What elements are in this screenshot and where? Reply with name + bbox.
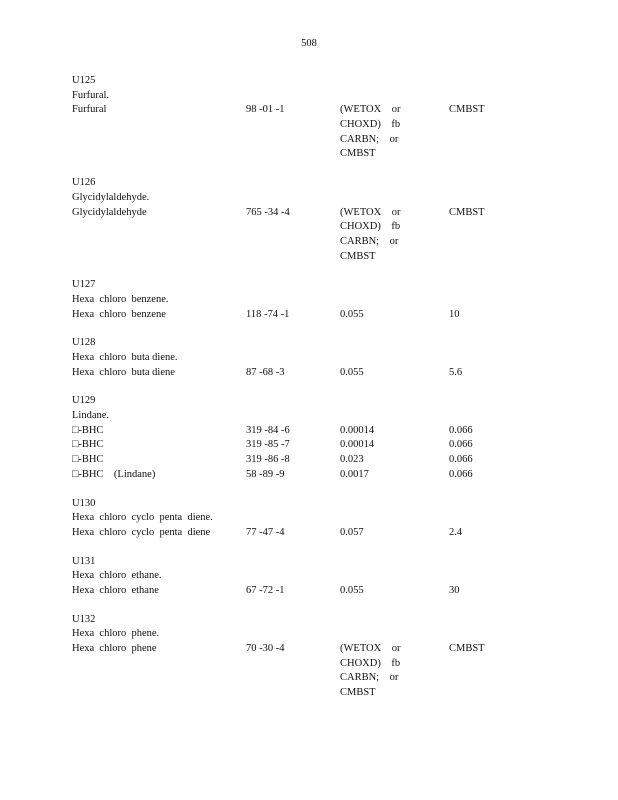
waste-code: U131 — [72, 555, 96, 567]
constituent-row-line — [0, 220, 618, 235]
constituent-row-line — [0, 584, 618, 599]
waste-code-line — [0, 278, 618, 293]
constituent-row-line — [0, 424, 618, 439]
constituent-row-line — [0, 453, 618, 468]
treatment-standard: CMBST — [449, 104, 485, 116]
wastewater-standard: CMBST — [340, 250, 376, 262]
cas-number: 765 -34 -4 — [246, 206, 290, 218]
constituent-name: □-BHC — [72, 439, 104, 451]
constituent-row-line — [0, 308, 618, 323]
waste-code: U126 — [72, 177, 96, 189]
treatment-standard: 0.066 — [449, 439, 473, 451]
chemical-heading: Lindane. — [72, 410, 110, 422]
wastewater-standard: (WETOX or — [340, 206, 401, 218]
cas-number: 77 -47 -4 — [246, 526, 285, 538]
chemical-heading-line — [0, 191, 618, 206]
constituent-name: □-BHC — [72, 424, 104, 436]
chemical-heading-line — [0, 409, 618, 424]
constituent-row-line — [0, 118, 618, 133]
wastewater-standard: CHOXD) fb — [340, 221, 401, 233]
cas-number: 58 -89 -9 — [246, 468, 285, 480]
chemical-heading-line — [0, 293, 618, 308]
wastewater-standard: 0.057 — [340, 526, 364, 538]
chemical-heading-line — [0, 351, 618, 366]
waste-code-line — [0, 497, 618, 512]
constituent-row-line — [0, 250, 618, 265]
wastewater-standard: 0.00014 — [340, 424, 375, 436]
cas-number: 98 -01 -1 — [246, 104, 285, 116]
constituent-name: Hexa chloro buta diene — [72, 366, 175, 378]
wastewater-standard: 0.055 — [340, 366, 364, 378]
constituent-name: Hexa chloro phene — [72, 643, 157, 654]
chemical-heading: Hexa chloro ethane. — [72, 570, 162, 582]
treatment-standard: CMBST — [449, 206, 485, 218]
treatment-standard: CMBST — [449, 643, 485, 654]
waste-entry — [0, 74, 618, 162]
wastewater-standard: CHOXD) fb — [340, 657, 401, 669]
constituent-name: Hexa chloro benzene — [72, 308, 166, 320]
cas-number: 319 -86 -8 — [246, 454, 290, 466]
waste-code: U132 — [72, 613, 96, 625]
waste-code-line — [0, 336, 618, 351]
chemical-heading: Hexa chloro phene. — [72, 628, 160, 640]
wastewater-standard: CARBN; or — [340, 235, 399, 247]
wastewater-standard: CARBN; or — [340, 672, 399, 684]
chemical-heading: Hexa chloro benzene. — [72, 293, 169, 305]
cas-number: 319 -84 -6 — [246, 424, 290, 436]
cas-number: 118 -74 -1 — [246, 308, 290, 320]
waste-code: U129 — [72, 395, 96, 407]
constituent-row-line — [0, 103, 618, 118]
constituent-row-line — [0, 438, 618, 453]
constituent-row-line — [0, 366, 618, 381]
wastewater-standard: CMBST — [340, 148, 376, 160]
chemical-heading: Hexa chloro buta diene. — [72, 352, 178, 363]
waste-code-line — [0, 394, 618, 409]
constituent-row-line — [0, 657, 618, 672]
wastewater-standard: CMBST — [340, 687, 376, 699]
cas-number: 87 -68 -3 — [246, 366, 285, 378]
cas-number: 70 -30 -4 — [246, 643, 285, 654]
constituent-row-line — [0, 642, 618, 657]
waste-code: U128 — [72, 337, 96, 349]
cas-number: 319 -85 -7 — [246, 439, 290, 451]
treatment-standard: 2.4 — [449, 526, 463, 538]
treatment-standard: 5.6 — [449, 366, 463, 378]
treatment-standard: 30 — [449, 584, 460, 596]
waste-code: U125 — [72, 75, 96, 86]
waste-code-line — [0, 74, 618, 89]
chemical-heading: Furfural. — [72, 89, 110, 101]
chemical-heading: Hexa chloro cyclo penta diene. — [72, 512, 213, 524]
chemical-heading-line — [0, 627, 618, 642]
waste-entry — [0, 497, 618, 541]
waste-entry — [0, 278, 618, 322]
waste-entry — [0, 394, 618, 482]
waste-entry — [0, 176, 618, 264]
wastewater-standard: 0.055 — [340, 308, 364, 320]
waste-code-line — [0, 555, 618, 570]
chemical-heading: Glycidylaldehyde. — [72, 191, 150, 203]
treatment-standard: 10 — [449, 308, 460, 320]
chemical-heading-line — [0, 89, 618, 104]
constituent-row-line — [0, 206, 618, 221]
wastewater-standard: 0.055 — [340, 584, 364, 596]
waste-entry — [0, 613, 618, 701]
waste-code: U130 — [72, 497, 96, 509]
cas-number: 67 -72 -1 — [246, 584, 285, 596]
constituent-name: Hexa chloro cyclo penta diene — [72, 526, 211, 538]
treatment-standard: 0.066 — [449, 468, 473, 480]
treatment-standard: 0.066 — [449, 454, 473, 466]
constituent-row-line — [0, 147, 618, 162]
wastewater-standard: CARBN; or — [340, 133, 399, 145]
wastewater-standard: 0.0017 — [340, 468, 369, 480]
wastewater-standard: 0.00014 — [340, 439, 375, 451]
wastewater-standard: CHOXD) fb — [340, 119, 401, 131]
constituent-name: Hexa chloro ethane — [72, 584, 159, 596]
constituent-name: Furfural — [72, 104, 107, 116]
page-number: 508 — [301, 38, 317, 49]
constituent-name: □-BHC — [72, 454, 104, 466]
wastewater-standard: 0.023 — [340, 454, 364, 466]
constituent-name: Glycidylaldehyde — [72, 206, 147, 218]
chemical-heading-line — [0, 569, 618, 584]
waste-code: U127 — [72, 279, 96, 291]
waste-code-line — [0, 613, 618, 628]
waste-entry — [0, 336, 618, 380]
wastewater-standard: (WETOX or — [340, 643, 401, 654]
constituent-row-line — [0, 671, 618, 686]
constituent-name: □-BHC (Lindane) — [72, 468, 156, 480]
constituent-row-line — [0, 526, 618, 541]
waste-code-list — [0, 74, 618, 715]
waste-code-line — [0, 176, 618, 191]
waste-entry — [0, 555, 618, 599]
constituent-row-line — [0, 235, 618, 250]
constituent-row-line — [0, 468, 618, 483]
constituent-row-line — [0, 686, 618, 701]
chemical-heading-line — [0, 511, 618, 526]
wastewater-standard: (WETOX or — [340, 104, 401, 116]
constituent-row-line — [0, 133, 618, 148]
treatment-standard: 0.066 — [449, 424, 473, 436]
